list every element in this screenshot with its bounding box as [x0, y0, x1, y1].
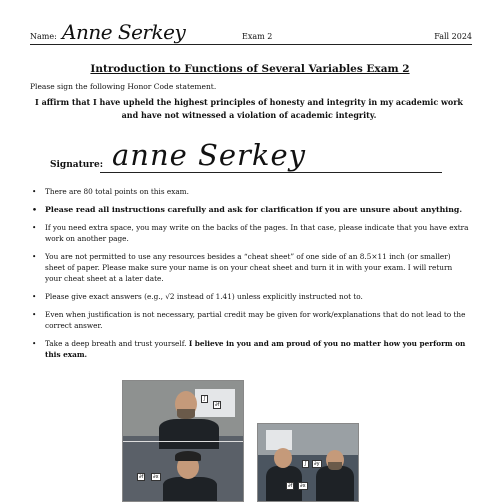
person-body [159, 419, 219, 449]
exam-number: Exam 2 [242, 32, 273, 41]
meme-caption: ∂x [153, 474, 159, 480]
meme-image-right [257, 423, 359, 502]
rule-item: • There are 80 total points on this exam. [30, 186, 470, 197]
honor-instruction: Please sign the following Honor Code statement. [30, 82, 217, 91]
signature-line [100, 172, 442, 173]
rule-item: • Please give exact answers (e.g., √2 instead of 1.41) unless explicitly instructed not to. [30, 291, 470, 302]
meme-caption: ∂f [288, 483, 293, 489]
background-screen [266, 430, 292, 450]
final-rule-plain: Take a deep breath and trust yourself. [45, 339, 187, 348]
exam-rules-list [30, 186, 470, 367]
rule-item-final [30, 338, 470, 360]
signature-label: Signature: [50, 160, 104, 170]
exam-title: Introduction to Functions of Several Variables Exam 2 [90, 63, 410, 75]
panel-divider [123, 441, 243, 442]
person-cap [175, 451, 201, 461]
meme-caption: ∂x [300, 483, 306, 489]
meme-caption: ∂f [139, 474, 144, 480]
student-name-handwritten: Anne Serkey [62, 20, 186, 44]
honor-statement-line1: I affirm that I have upheld the highest principles of honesty and integrity in my academic work [35, 97, 463, 107]
honor-statement-line2: and have not witnessed a violation of academic integrity. [121, 110, 377, 120]
person-body [316, 466, 354, 502]
rule-item: • You are not permitted to use any resources besides a “cheat sheet” of one side of an 8.5×11 inch (or smaller) sheet of paper. Please make sure your name is on your cheat sheet and turn it in with your exam. I will return your cheat sheet at a later date. [30, 251, 470, 284]
person-beard [328, 462, 342, 470]
person-head [274, 448, 292, 468]
term: Fall 2024 [434, 32, 472, 41]
meme-image-left [122, 380, 244, 502]
rule-item: • If you need extra space, you may write on the backs of the pages. In that case, please indicate that you have extra work on another page. [30, 222, 470, 244]
meme-caption: ∫ [203, 396, 206, 402]
rule-item: • Please read all instructions carefully and ask for clarification if you are unsure about anything. [30, 204, 470, 215]
person-beard [177, 409, 195, 419]
person-body [266, 466, 302, 502]
signature-handwritten: anne Serkey [112, 138, 307, 172]
meme-caption: ∂f [215, 402, 220, 408]
meme-caption: ∂y [314, 461, 320, 467]
final-rule-bold: I believe in you and am proud of you no matter how you perform on this exam. [45, 339, 466, 359]
rule-item: • Even when justification is not necessary, partial credit may be given for work/explanations that do not lead to the correct answer. [30, 309, 470, 331]
meme-caption: ∫ [304, 461, 307, 467]
person-body [163, 477, 217, 502]
name-label: Name: [30, 32, 57, 41]
header-divider [30, 44, 472, 45]
honor-statement [34, 96, 464, 122]
